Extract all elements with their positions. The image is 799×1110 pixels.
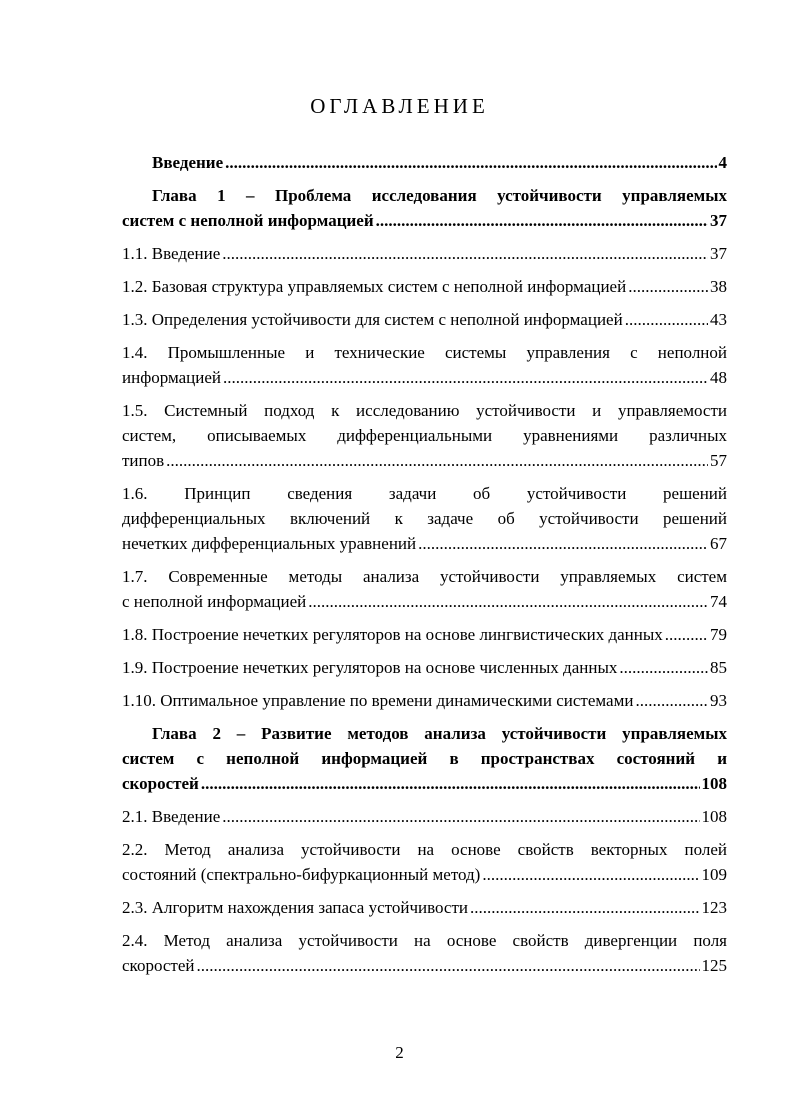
dot-leader bbox=[225, 150, 716, 175]
toc-entry-page: 93 bbox=[710, 691, 727, 710]
toc-entry-line: Глава 2 – Развитие методов анализа устойчивости управляемых bbox=[152, 724, 727, 743]
page-title: ОГЛАВЛЕНИЕ bbox=[310, 94, 489, 118]
toc-entry-page: 38 bbox=[710, 277, 727, 296]
toc-entry bbox=[122, 564, 727, 614]
toc-entry-last-line bbox=[122, 622, 727, 647]
table-of-contents bbox=[122, 150, 727, 986]
toc-entry-page: 108 bbox=[701, 774, 727, 793]
toc-entry-title: 1.10. Оптимальное управление по времени динамическими системами bbox=[122, 691, 634, 710]
toc-entry-last-line bbox=[122, 365, 727, 390]
toc-entry-line: 1.5. Системный подход к исследованию устойчивости и управляемости bbox=[122, 401, 727, 420]
toc-entry bbox=[122, 622, 727, 647]
toc-entry-last-line bbox=[122, 655, 727, 680]
dot-leader bbox=[628, 274, 708, 299]
toc-entry-title: 1.3. Определения устойчивости для систем с неполной информацией bbox=[122, 310, 623, 329]
toc-entry bbox=[122, 895, 727, 920]
toc-entry-title: скоростей bbox=[122, 774, 199, 793]
toc-entry-title: 2.1. Введение bbox=[122, 807, 221, 826]
dot-leader bbox=[625, 307, 708, 332]
toc-entry-page: 57 bbox=[710, 451, 727, 470]
toc-entry-title: 2.3. Алгоритм нахождения запаса устойчивости bbox=[122, 898, 469, 917]
toc-entry bbox=[122, 274, 727, 299]
toc-entry-last-line bbox=[122, 241, 727, 266]
toc-entry-title: систем с неполной информацией bbox=[122, 211, 374, 230]
toc-entry-line: дифференциальных включений к задаче об устойчивости решений bbox=[122, 509, 727, 528]
toc-entry-last-line bbox=[122, 895, 727, 920]
dot-leader bbox=[376, 208, 708, 233]
toc-entry bbox=[122, 340, 727, 390]
dot-leader bbox=[222, 241, 708, 266]
toc-entry-last-line bbox=[122, 862, 727, 887]
toc-entry-line: систем с неполной информацией в пространствах состояний и bbox=[122, 749, 727, 768]
toc-entry-title: состояний (спектрально-бифуркационный метод) bbox=[122, 865, 481, 884]
dot-leader bbox=[470, 895, 699, 920]
toc-entry-page: 79 bbox=[710, 625, 727, 644]
toc-entry-page: 37 bbox=[710, 211, 727, 230]
toc-entry-line: 2.2. Метод анализа устойчивости на основе свойств векторных полей bbox=[122, 840, 727, 859]
toc-entry-page: 125 bbox=[701, 956, 727, 975]
toc-entry-last-line bbox=[122, 448, 727, 473]
toc-entry-page: 67 bbox=[710, 534, 727, 553]
toc-entry-page: 85 bbox=[710, 658, 727, 677]
toc-entry-last-line bbox=[122, 688, 727, 713]
toc-entry-last-line bbox=[122, 953, 727, 978]
toc-entry-title: информацией bbox=[122, 368, 221, 387]
dot-leader bbox=[482, 862, 699, 887]
toc-entry-line: Глава 1 – Проблема исследования устойчивости управляемых bbox=[152, 186, 727, 205]
toc-entry bbox=[122, 398, 727, 473]
toc-entry bbox=[122, 928, 727, 978]
toc-entry-last-line bbox=[122, 274, 727, 299]
toc-entry bbox=[122, 688, 727, 713]
dot-leader bbox=[665, 622, 708, 647]
toc-entry-title: Введение bbox=[152, 153, 224, 172]
toc-entry-line: 1.4. Промышленные и технические системы управления с неполной bbox=[122, 343, 727, 362]
toc-entry-page: 43 bbox=[710, 310, 727, 329]
dot-leader bbox=[418, 531, 708, 556]
toc-entry-page: 109 bbox=[701, 865, 727, 884]
toc-entry-title: типов bbox=[122, 451, 165, 470]
toc-entry-last-line bbox=[122, 589, 727, 614]
dot-leader bbox=[635, 688, 708, 713]
toc-entry-page: 74 bbox=[710, 592, 727, 611]
toc-entry-page: 123 bbox=[701, 898, 727, 917]
dot-leader bbox=[201, 771, 700, 796]
toc-entry-last-line bbox=[122, 208, 727, 233]
toc-entry-page: 48 bbox=[710, 368, 727, 387]
toc-entry-title: 1.8. Построение нечетких регуляторов на основе лингвистических данных bbox=[122, 625, 663, 644]
page-number: 2 bbox=[395, 1043, 404, 1062]
toc-entry-title: нечетких дифференциальных уравнений bbox=[122, 534, 417, 553]
dot-leader bbox=[308, 589, 708, 614]
toc-entry-line: 1.6. Принцип сведения задачи об устойчивости решений bbox=[122, 484, 727, 503]
dot-leader bbox=[196, 953, 699, 978]
toc-entry-page: 108 bbox=[701, 807, 727, 826]
dot-leader bbox=[619, 655, 708, 680]
toc-entry bbox=[122, 183, 727, 233]
toc-entry bbox=[122, 241, 727, 266]
toc-entry-line: 2.4. Метод анализа устойчивости на основе свойств дивергенции поля bbox=[122, 931, 727, 950]
dot-leader bbox=[222, 804, 699, 829]
dot-leader bbox=[223, 365, 708, 390]
toc-entry-page: 4 bbox=[718, 153, 727, 172]
toc-entry-last-line bbox=[122, 531, 727, 556]
toc-entry-page: 37 bbox=[710, 244, 727, 263]
toc-entry-title: 1.9. Построение нечетких регуляторов на основе численных данных bbox=[122, 658, 618, 677]
toc-entry-last-line bbox=[122, 150, 727, 175]
toc-entry bbox=[122, 804, 727, 829]
toc-entry-line: систем, описываемых дифференциальными уравнениями различных bbox=[122, 426, 727, 445]
toc-entry bbox=[122, 150, 727, 175]
toc-entry bbox=[122, 655, 727, 680]
toc-entry-title: с неполной информацией bbox=[122, 592, 307, 611]
toc-entry bbox=[122, 837, 727, 887]
toc-entry-title: скоростей bbox=[122, 956, 195, 975]
toc-entry bbox=[122, 481, 727, 556]
toc-entry-last-line bbox=[122, 804, 727, 829]
dot-leader bbox=[166, 448, 708, 473]
toc-entry-line: 1.7. Современные методы анализа устойчивости управляемых систем bbox=[122, 567, 727, 586]
toc-entry-title: 1.2. Базовая структура управляемых систем с неполной информацией bbox=[122, 277, 627, 296]
toc-entry-last-line bbox=[122, 307, 727, 332]
toc-entry bbox=[122, 721, 727, 796]
toc-entry-last-line bbox=[122, 771, 727, 796]
toc-entry-title: 1.1. Введение bbox=[122, 244, 221, 263]
toc-entry bbox=[122, 307, 727, 332]
